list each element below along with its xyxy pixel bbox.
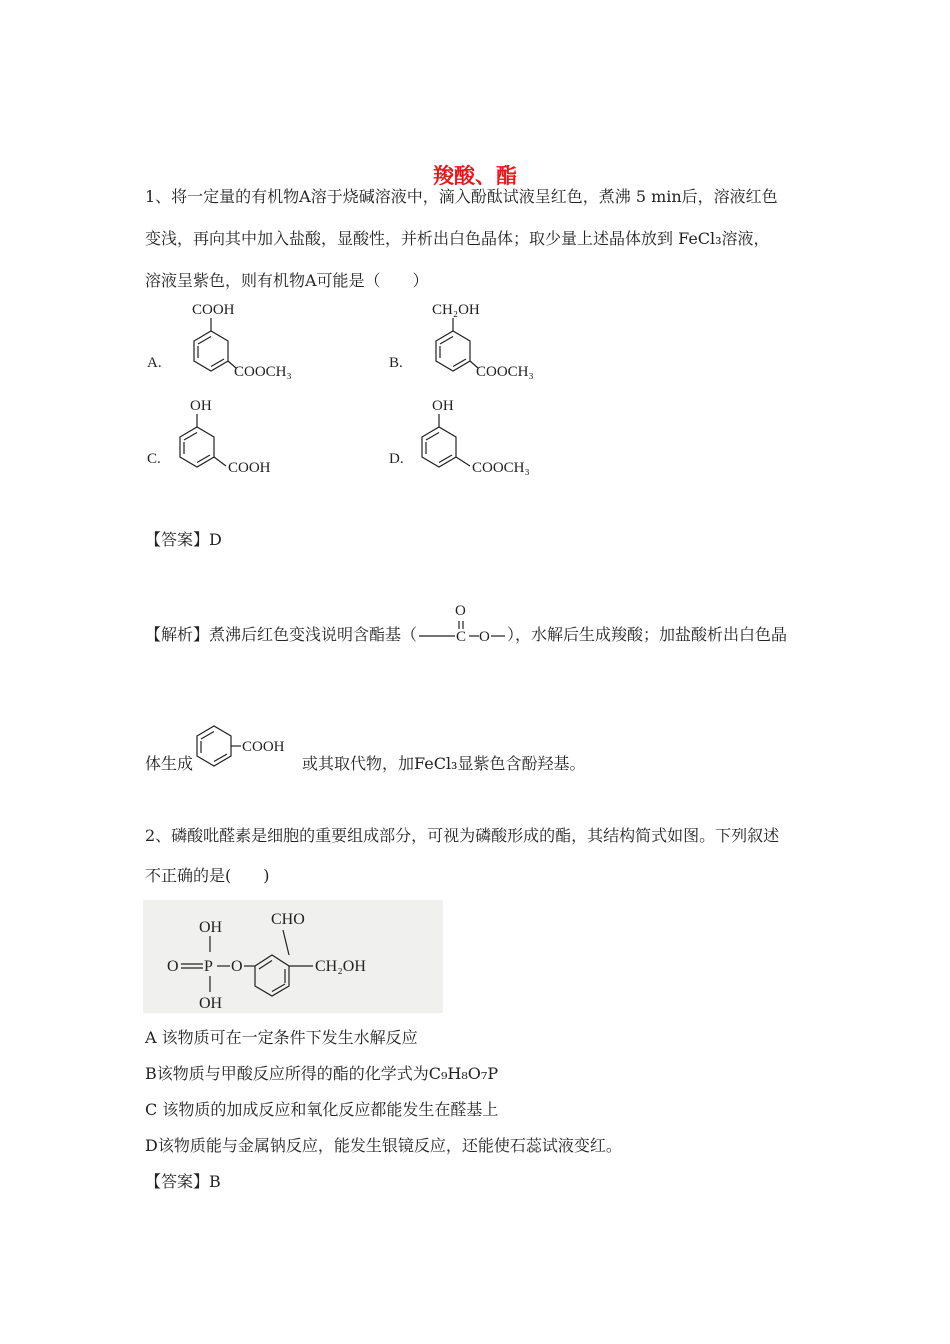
o-left: O: [167, 958, 179, 975]
page-title: 羧酸、酯: [433, 164, 517, 188]
q1-text-line-1: 1、将一定量的有机物A溶于烧碱溶液中，滴入酚酞试液呈红色，煮沸 5 min后，溶液红色: [145, 187, 778, 206]
option-c-structure: [170, 396, 310, 491]
ester-o: O: [479, 628, 490, 645]
option-a-structure: [170, 300, 310, 395]
analysis-suffix: ），水解后生成羧酸；加盐酸析出白色晶: [507, 625, 788, 644]
pyridoxal-phosphate-structure: [143, 900, 443, 1013]
option-b-top-group: CH₂OH: [432, 302, 480, 318]
option-c-top-group: OH: [190, 398, 212, 414]
q2-option-d: D该物质能与金属钠反应，能发生银镜反应，还能使石蕊试液变红。: [145, 1136, 622, 1155]
option-a-label: A.: [147, 355, 162, 371]
analysis-prefix: 【解析】煮沸后红色变浅说明含酯基（: [145, 625, 418, 644]
option-d-top-group: OH: [432, 398, 454, 414]
option-a-top-group: COOH: [192, 302, 235, 318]
q1-analysis-line-1: [145, 602, 788, 647]
q2-text-line-2: 不正确的是( ): [145, 866, 270, 885]
oh-bottom: OH: [199, 995, 223, 1012]
oh-top: OH: [199, 919, 223, 936]
benzoic-group: COOH: [242, 739, 285, 755]
option-b-side-group: COOCH₃: [476, 364, 534, 380]
option-b-structure: [412, 300, 552, 395]
option-c-label: C.: [147, 451, 161, 467]
q2-option-a: A 该物质可在一定条件下发生水解反应: [145, 1028, 418, 1047]
ester-o-top: O: [455, 602, 466, 619]
q2-option-b: B该物质与甲酸反应所得的酯的化学式为C₉H₈O₇P: [145, 1064, 499, 1083]
cho-group: CHO: [271, 911, 305, 928]
q1-text-line-3: 溶液呈紫色，则有机物A可能是（ ）: [145, 271, 429, 290]
ester-c: C: [456, 628, 467, 645]
q2-text-line-1: 2、磷酸吡醛素是细胞的重要组成部分，可视为磷酸形成的酯，其结构简式如图。下列叙述: [145, 826, 780, 845]
ester-group-structure: [417, 602, 507, 647]
o-link: O: [231, 958, 243, 975]
q1-text-line-2: 变浅，再向其中加入盐酸，显酸性，并析出白色晶体；取少量上述晶体放到 FeCl₃溶液，: [145, 229, 770, 248]
q1-analysis-line-2-suffix: 或其取代物，加FeCl₃显紫色含酚羟基。: [302, 754, 586, 773]
option-d-label: D.: [389, 451, 404, 467]
option-b-label: B.: [389, 355, 403, 371]
q1-analysis-line-2-prefix: 体生成: [145, 754, 194, 773]
q2-option-c: C 该物质的加成反应和氧化反应都能发生在醛基上: [145, 1100, 499, 1119]
option-d-structure: [412, 396, 552, 491]
q2-answer: 【答案】B: [145, 1172, 221, 1191]
option-c-side-group: COOH: [228, 460, 271, 476]
benzoic-acid-structure: [195, 710, 305, 770]
phosphorus: P: [204, 958, 213, 975]
option-a-side-group: COOCH₃: [234, 364, 292, 380]
ch2oh-group: CH₂OH: [315, 958, 366, 975]
q1-answer: 【答案】D: [145, 530, 222, 549]
option-d-side-group: COOCH₃: [472, 460, 530, 476]
